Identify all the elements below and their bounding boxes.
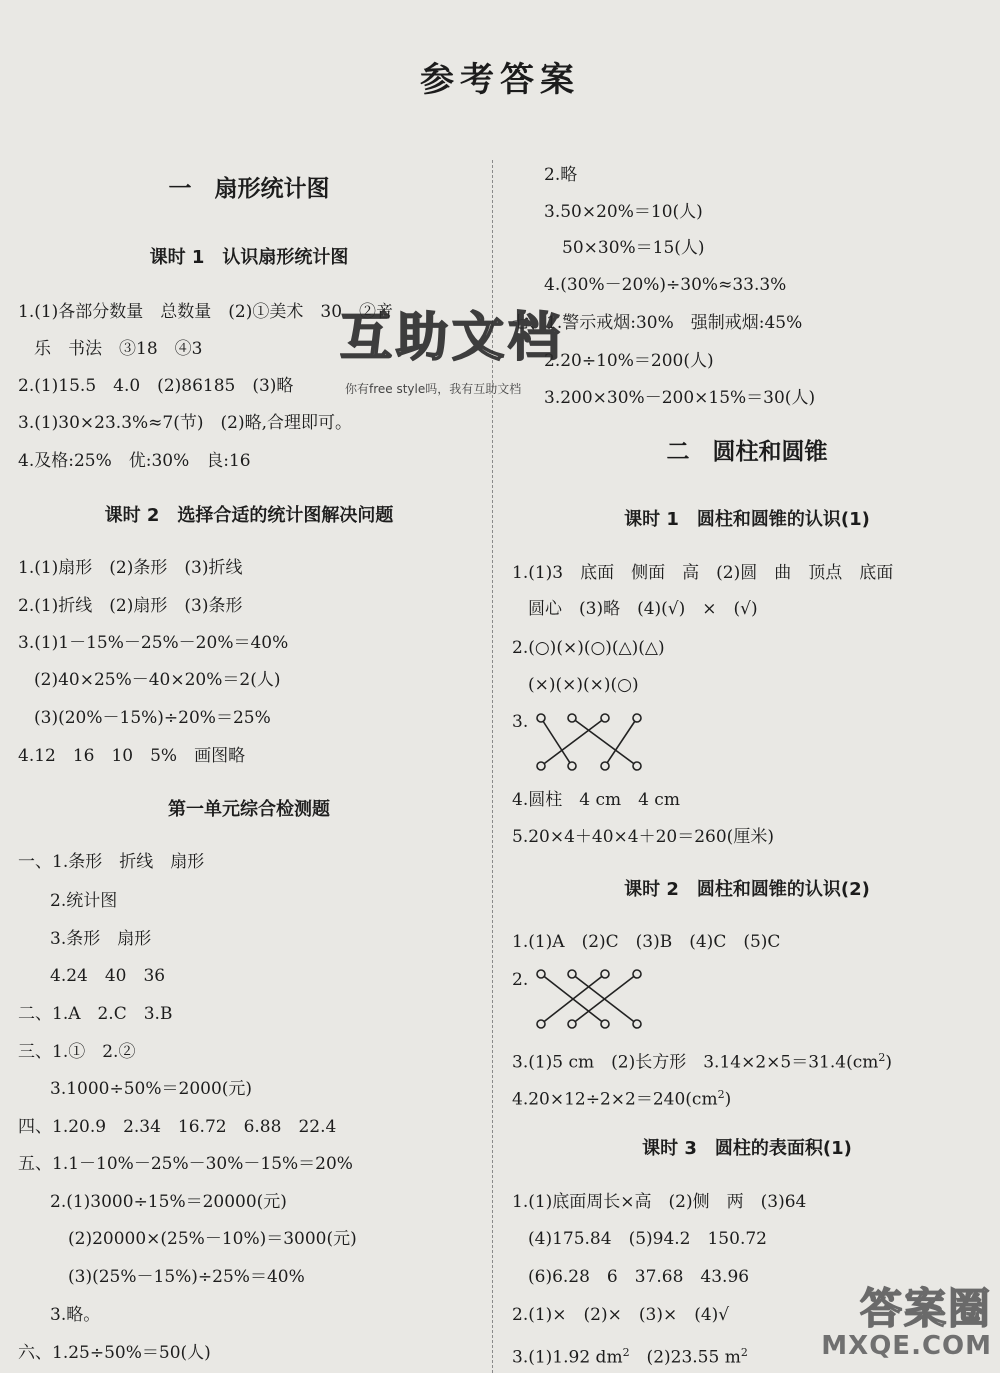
answer-line: 乐 书法 ③18 ④3 [34,339,203,359]
answer-line: 4.24 40 36 [50,966,166,986]
answer-line: (2)40×25%－40×20%＝2(人) [34,670,281,690]
answer-line: 3.50×20%＝10(人) [544,202,703,222]
answer-line: (3)(20%－15%)÷20%＝25% [34,708,271,728]
answer-line: 3. [512,712,529,732]
corner-logo-title: 答案圈 [859,1284,992,1333]
answer-line: $4.20\times 12\div 2\times 2=240(cm^2)$ [512,1088,732,1110]
corner-logo-url: MXQE.COM [821,1331,992,1361]
answer-line: 1.(1)3 底面 侧面 高 (2)圆 曲 顶点 底面 [512,563,894,583]
lesson1-heading: 课时 1 认识扇形统计图 [149,247,349,268]
answer-line: (4)175.84 (5)94.2 150.72 [528,1229,767,1249]
answer-line: 3.略。 [50,1305,101,1325]
answer-line: 2.(1)15.5 4.0 (2)86185 (3)略 [18,376,294,396]
answer-line: (3)(25%－15%)÷25%＝40% [68,1267,305,1287]
test-heading: 第一单元综合检测题 [168,799,330,820]
answer-line: 4.圆柱 4 cm 4 cm [512,790,680,810]
answer-line: 六、1.25÷50%＝50(人) [18,1343,211,1363]
answer-line: 1.(1)各部分数量 总数量 (2)①美术 30 ②音 [18,302,394,322]
answer-line: 2.略 [544,165,578,185]
answer-line: 2.20÷10%＝200(人) [544,351,714,371]
answer-line: (6)6.28 6 37.68 43.96 [528,1267,750,1287]
answer-line: 2.(1)折线 (2)扇形 (3)条形 [18,596,243,616]
answer-line: 50×30%＝15(人) [562,238,705,258]
answer-line: 3.(1)30×23.3%≈7(节) (2)略,合理即可。 [18,413,352,433]
answer-line: 四、1.20.9 2.34 16.72 6.88 22.4 [18,1117,337,1137]
answer-line: 5.20×4＋40×4＋20＝260(厘米) [512,827,774,847]
answer-line: 五、1.1－10%－25%－30%－15%＝20% [18,1154,353,1174]
answer-line: 七、1.警示戒烟:30% 强制戒烟:45% [512,313,803,333]
unit1-heading: 一 扇形统计图 [168,176,330,202]
answer-line: 2.(1)× (2)× (3)× (4)√ [512,1305,730,1325]
matching-diagram-1 [532,712,662,772]
answer-line: 三、1.① 2.② [18,1042,136,1062]
answer-line: 4.(30%－20%)÷30%≈33.3% [544,275,787,295]
matching-diagram-2 [532,968,662,1030]
watermark-tagline: 你有free style吗，我有互助文档 [345,382,522,396]
lesson2-heading: 课时 2 选择合适的统计图解决问题 [104,505,394,526]
answer-line: 2. [512,970,529,990]
answer-line: (2)20000×(25%－10%)＝3000(元) [68,1229,357,1249]
answer-line: 1.(1)A (2)C (3)B (4)C (5)C [512,932,781,952]
answer-line: (×)(×)(×)(○) [528,675,639,695]
answer-line: 3.200×30%－200×15%＝30(人) [544,388,816,408]
answer-line: 3.条形 扇形 [50,929,152,949]
answer-line: 4.12 16 10 5% 画图略 [18,746,246,766]
answer-line: 二、1.A 2.C 3.B [18,1004,173,1024]
unit2-heading: 二 圆柱和圆锥 [666,439,828,465]
answer-line: 一、1.条形 折线 扇形 [18,852,205,872]
lesson-c3-heading: 课时 3 圆柱的表面积(1) [642,1138,852,1159]
answer-line: 2.统计图 [50,891,118,911]
answer-line: 2.(○)(×)(○)(△)(△) [512,638,665,658]
watermark-logo: 互助文档 [340,308,565,368]
answer-line: 3.(1)1.92 $dm^2$ (2)23.55 $m^2$ [512,1346,748,1368]
lesson-c1-heading: 课时 1 圆柱和圆锥的认识(1) [624,509,870,530]
answer-line: 3.(1)1－15%－25%－20%＝40% [18,633,289,653]
answer-line: 2.(1)3000÷15%＝20000(元) [50,1192,287,1212]
answer-line: 圆心 (3)略 (4)(√) × (√) [528,599,758,619]
answer-line: 1.(1)底面周长×高 (2)侧 两 (3)64 [512,1192,807,1212]
answer-line: 1.(1)扇形 (2)条形 (3)折线 [18,558,243,578]
lesson-c2-heading: 课时 2 圆柱和圆锥的认识(2) [624,879,870,900]
answer-line: 4.及格:25% 优:30% 良:16 [18,451,251,471]
answer-line: 3.(1)5 cm (2)长方形 $3.14\times 2\times 5=31.4(cm^2)$ [512,1051,892,1073]
corner-watermark-logo [802,1284,992,1367]
answer-line: 3.1000÷50%＝2000(元) [50,1079,253,1099]
page-title: 参考答案 [420,60,580,100]
